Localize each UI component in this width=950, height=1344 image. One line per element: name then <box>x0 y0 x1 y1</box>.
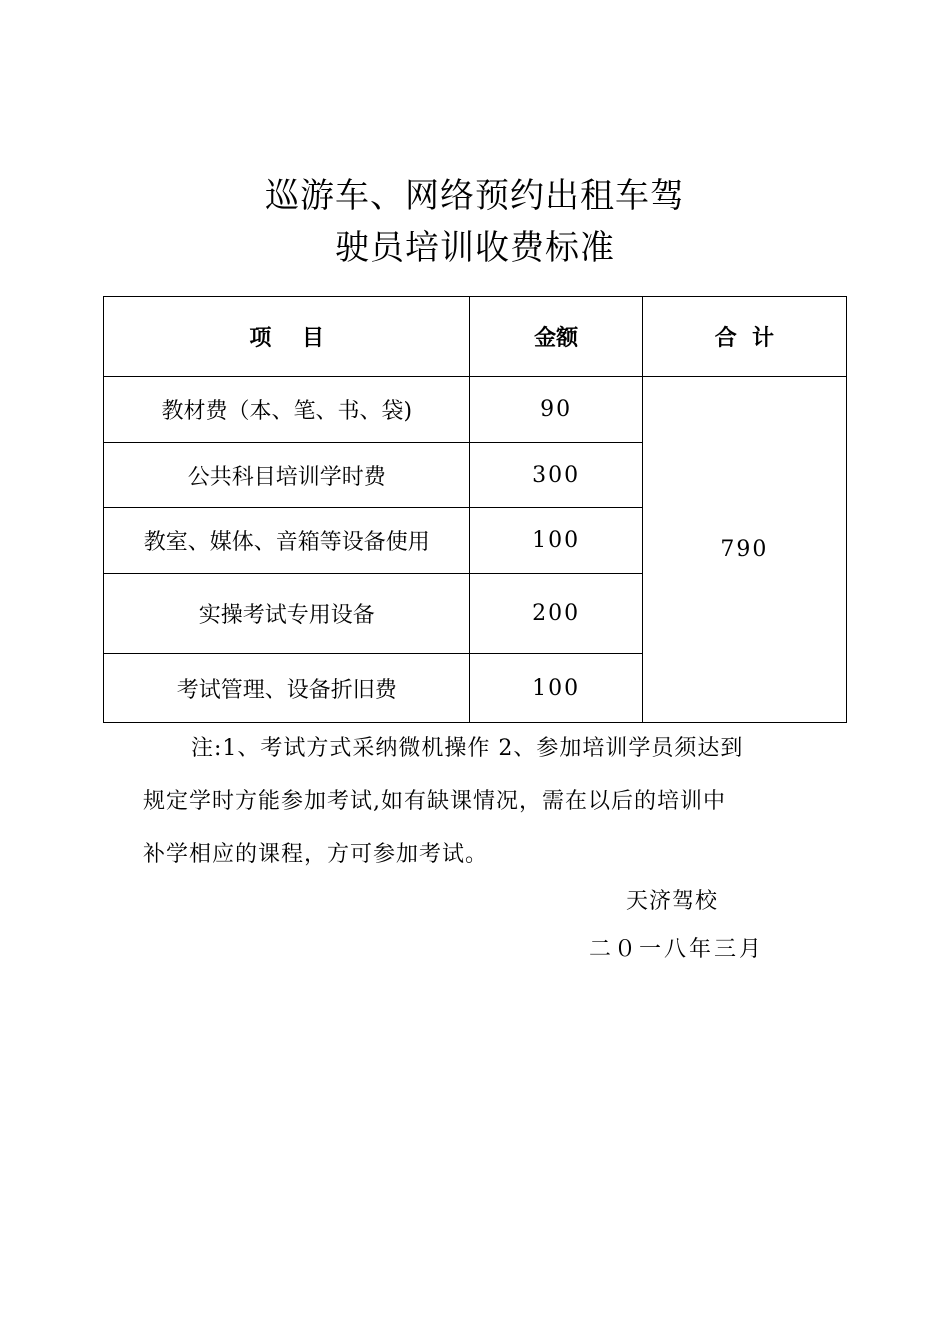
issue-date: 二０一八年三月 <box>589 937 765 962</box>
row-item: 实操考试专用设备 <box>104 574 470 654</box>
note-line: 规定学时方能参加考试,如有缺课情况，需在以后的培训中 <box>143 789 726 814</box>
row-item: 公共科目培训学时费 <box>104 443 470 508</box>
note-line: 补学相应的课程，方可参加考试。 <box>143 842 489 867</box>
row-item: 教室、媒体、音箱等设备使用 <box>104 508 470 574</box>
header-total: 合 计 <box>642 297 846 377</box>
row-amount: 200 <box>470 574 642 654</box>
row-item: 考试管理、设备折旧费 <box>104 654 470 723</box>
row-amount: 100 <box>470 654 642 723</box>
document-title-line2: 驶员培训收费标准 <box>335 228 615 268</box>
school-name: 天济驾校 <box>626 889 719 914</box>
table-row <box>104 377 847 443</box>
header-amount: 金额 <box>470 297 642 377</box>
row-amount: 90 <box>470 377 642 443</box>
row-amount: 300 <box>470 443 642 508</box>
row-amount: 100 <box>470 508 642 574</box>
table-header-row <box>104 297 847 377</box>
row-item: 教材费（本、笔、书、袋) <box>104 377 470 443</box>
header-item: 项 目 <box>104 297 470 377</box>
note-line: 注:1、考试方式采纳微机操作 2、参加培训学员须达到 <box>191 736 744 761</box>
total-value: 790 <box>642 377 846 723</box>
document-title-line1: 巡游车、网络预约出租车驾 <box>265 176 685 216</box>
fee-table <box>103 296 847 723</box>
note-paragraph <box>143 722 823 881</box>
